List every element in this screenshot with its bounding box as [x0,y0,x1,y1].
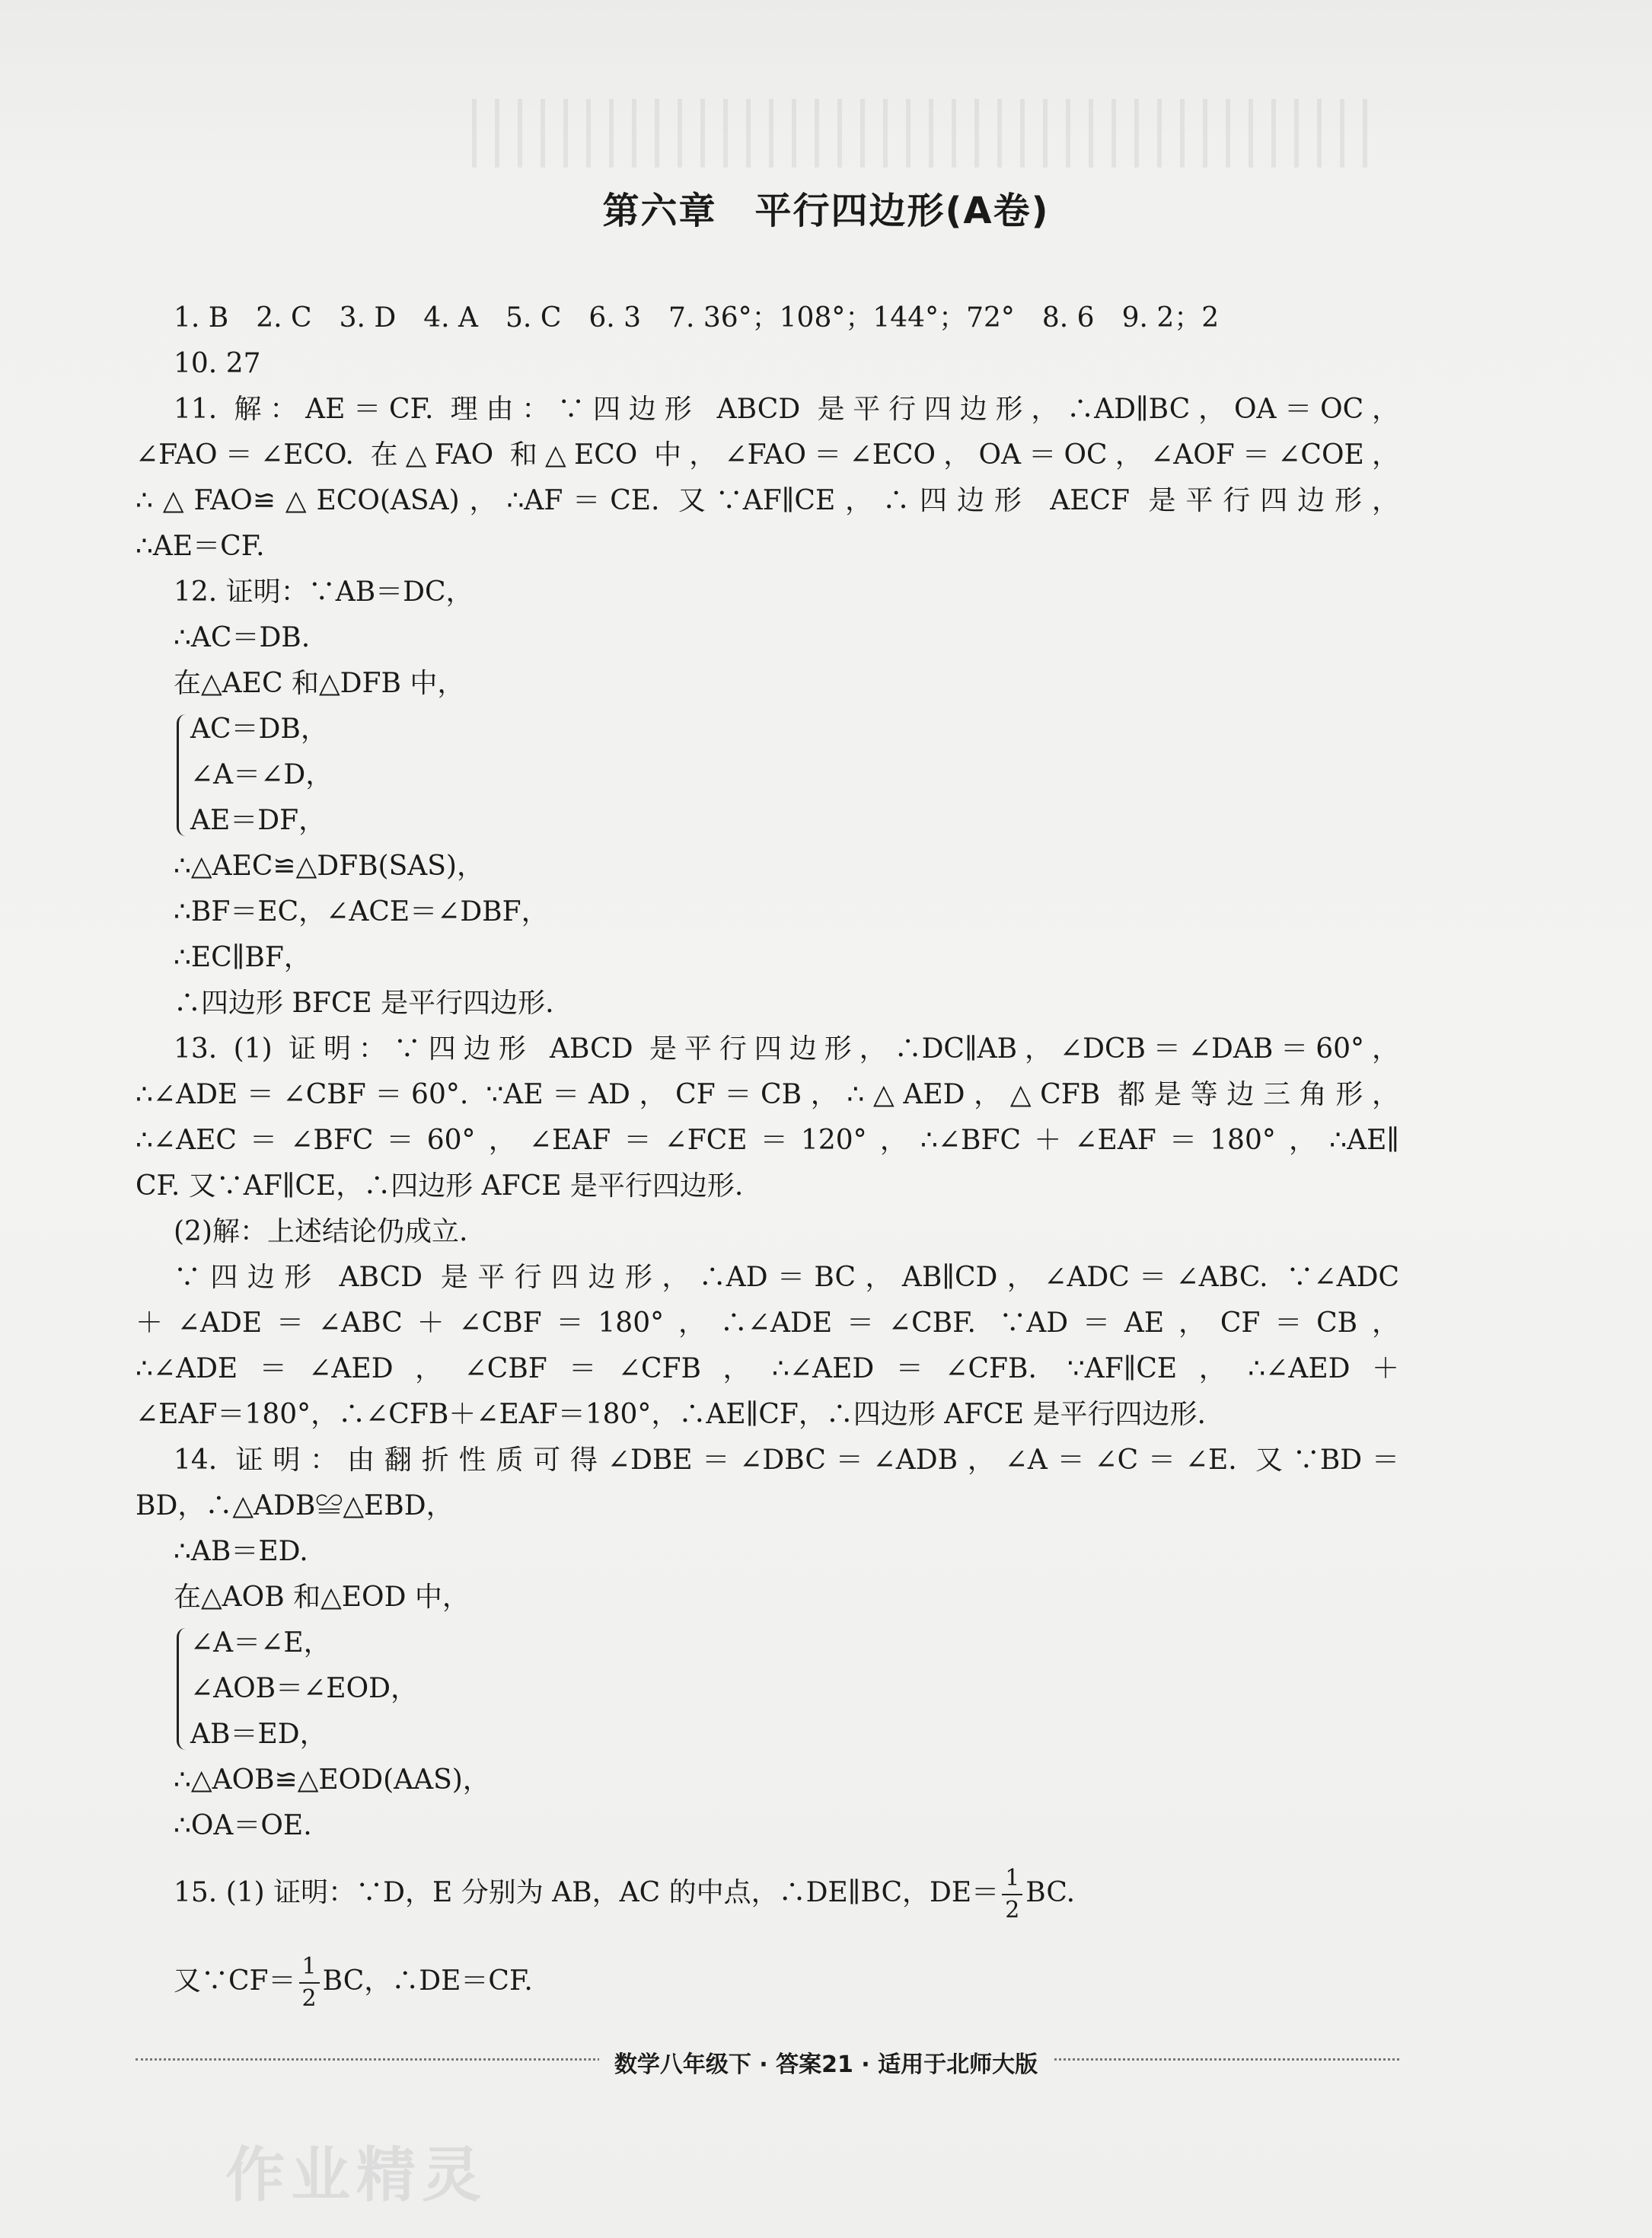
answers-block-2 [136,844,1399,1620]
chapter-title: 第六章 平行四边形(A卷) [602,190,1050,232]
answer-line: ∴△FAO≌△ECO(ASA)，∴AF＝CE. 又∵AF∥CE，∴四边形 AECF 是平行四边形， [136,485,1399,516]
condition-line: ∠A＝∠D， [190,759,333,790]
answer-line: ∴OA＝OE. [174,1810,312,1841]
answer-line: ∴AE＝CF. [136,531,265,562]
condition-brace [174,1620,1399,1758]
answer-line: CF. 又∵AF∥CE，∴四边形 AFCE 是平行四边形. [136,1170,744,1202]
answer-line: ∴△AOB≌△EOD(AAS)， [174,1764,490,1796]
answer-line: 10. 27 [174,348,261,379]
fraction-denominator: 2 [301,1985,317,2012]
answer-line: ∴∠ADE＝∠AED，∠CBF＝∠CFB，∴∠AED＝∠CFB. ∵AF∥CE，∴∠AED＋ [136,1353,1399,1384]
text-span: 又∵CF＝ [174,1965,296,1997]
fraction-numerator: 1 [1002,1863,1022,1895]
text-span: 15. (1) 证明：∵D，E 分别为 AB，AC 的中点，∴DE∥BC，DE＝ [174,1877,1000,1908]
answer-line: ∴AC＝DB. [174,622,311,653]
condition-line: ∠A＝∠E， [190,1627,331,1659]
page-footer [0,2045,1652,2079]
answer-line: 11. 解：AE＝CF. 理由：∵四边形 ABCD 是平行四边形，∴AD∥BC，OA＝OC， [174,394,1399,425]
answer-line: BD，∴△ADB≌△EBD， [136,1490,454,1521]
answer-line: ∴∠ADE＝∠CBF＝60°. ∵AE＝AD，CF＝CB，∴△AED，△CFB 都是等边三角形， [136,1079,1399,1110]
answer-15-line-2 [136,1937,1399,2026]
answer-line: 在△AOB 和△EOD 中， [174,1582,470,1613]
answer-line: 在△AEC 和△DFB 中， [174,668,465,699]
answer-15-line-1 [136,1849,1399,1937]
answer-line: 13. (1) 证明：∵四边形 ABCD 是平行四边形，∴DC∥AB，∠DCB＝∠DAB＝60°， [174,1033,1399,1065]
bleed-through-texture [472,99,1386,168]
answer-line: ∴∠AEC＝∠BFC＝60°，∠EAF＝∠FCE＝120°，∴∠BFC＋∠EAF＝180°，∴AE∥ [136,1125,1399,1156]
brace-group-12 [136,707,1399,844]
answer-line: ∴△AEC≌△DFB(SAS)， [174,851,484,882]
answers-block-3 [136,1758,1399,1849]
answer-line: ∴四边形 BFCE 是平行四边形. [174,988,554,1019]
condition-line: AC＝DB， [190,714,328,745]
answers-block-1 [136,295,1399,707]
text-span: BC. [1025,1877,1076,1908]
answer-line: ∵四边形 ABCD 是平行四边形，∴AD＝BC，AB∥CD，∠ADC＝∠ABC. ∵∠ADC [174,1262,1399,1293]
answer-line: 14. 证明：由翻折性质可得∠DBE＝∠DBC＝∠ADB，∠A＝∠C＝∠E. 又∵BD＝ [174,1445,1399,1476]
answer-line: ∴AB＝ED. [174,1536,308,1567]
watermark: 作业精灵 [225,2141,488,2210]
condition-line: AE＝DF， [190,805,327,836]
answer-line: ∴BF＝EC，∠ACE＝∠DBF， [174,896,549,927]
answer-line: ∠EAF＝180°，∴∠CFB＋∠EAF＝180°，∴AE∥CF，∴四边形 AFCE 是平行四边形. [136,1399,1206,1430]
condition-line: ∠AOB＝∠EOD， [190,1673,418,1704]
answer-line: ∠FAO＝∠ECO. 在△FAO 和△ECO 中，∠FAO＝∠ECO，OA＝OC，∠AOF＝∠COE， [136,439,1399,471]
answer-line: ＋∠ADE＝∠ABC＋∠CBF＝180°，∴∠ADE＝∠CBF. ∵AD＝AE，CF＝CB， [136,1307,1399,1339]
fraction-one-half [1002,1863,1022,1926]
text-span: BC，∴DE＝CF. [322,1965,533,1997]
fraction-numerator: 1 [299,1952,320,1984]
answer-line: 12. 证明：∵AB＝DC， [174,576,474,608]
answer-line: 1. B 2. C 3. D 4. A 5. C 6. 3 7. 36°；108°；144°；72° 8. 6 9. 2；2 [174,302,1220,334]
brace-group-14 [136,1620,1399,1758]
fraction-one-half [299,1952,320,2014]
condition-line: AB＝ED， [190,1719,327,1750]
answer-content [136,295,1399,2026]
answer-line: ∴EC∥BF， [174,942,311,973]
fraction-denominator: 2 [1005,1897,1020,1924]
footer-text: 数学八年级下 · 答案21 · 适用于北师大版 [599,2051,1053,2078]
condition-brace [174,707,1399,844]
answer-line: (2)解：上述结论仍成立. [174,1216,468,1247]
